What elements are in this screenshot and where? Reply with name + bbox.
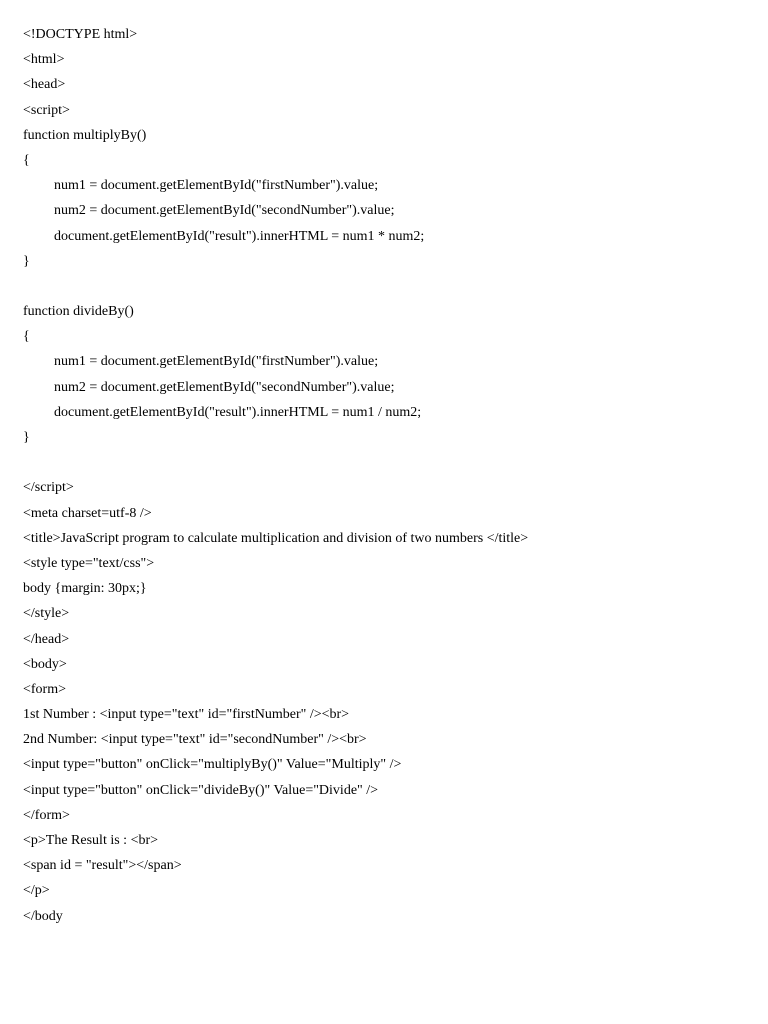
- blank-line: [23, 450, 743, 475]
- code-line: num1 = document.getElementById("firstNumber").value;: [54, 178, 379, 194]
- code-line: num1 = document.getElementById("firstNumber").value;: [54, 354, 379, 370]
- code-line: <script>: [23, 102, 70, 118]
- code-line: </head>: [23, 631, 70, 647]
- code-line: num2 = document.getElementById("secondNumber").value;: [54, 203, 395, 219]
- code-line: {: [23, 329, 30, 345]
- code-line: body {margin: 30px;}: [23, 581, 147, 597]
- code-line: </p>: [23, 883, 50, 899]
- code-line: </body: [23, 908, 63, 924]
- code-line: <title>JavaScript program to calculate multiplication and division of two numbers </title>: [23, 530, 529, 546]
- code-line: }: [23, 253, 30, 269]
- code-line: </script>: [23, 480, 74, 496]
- code-line: <head>: [23, 77, 66, 93]
- blank-line: [23, 274, 743, 299]
- code-line: <meta charset=utf-8 />: [23, 505, 152, 521]
- code-line: <body>: [23, 656, 67, 672]
- code-listing: [23, 22, 743, 929]
- code-line: document.getElementById("result").innerHTML = num1 * num2;: [54, 228, 425, 244]
- code-line: document.getElementById("result").innerHTML = num1 / num2;: [54, 404, 422, 420]
- code-line: </style>: [23, 606, 70, 622]
- code-line: <html>: [23, 52, 65, 68]
- code-line: <form>: [23, 681, 67, 697]
- code-line: <!DOCTYPE html>: [23, 27, 138, 42]
- code-line: }: [23, 430, 30, 445]
- code-line: {: [23, 152, 30, 168]
- code-line: <p>The Result is : <br>: [23, 833, 159, 848]
- code-line: <input type="button" onClick="multiplyBy()" Value="Multiply" />: [23, 757, 402, 773]
- code-line: 1st Number : <input type="text" id="firstNumber" /><br>: [23, 707, 350, 723]
- code-line: <input type="button" onClick="divideBy()" Value="Divide" />: [23, 782, 379, 798]
- code-line: <style type="text/css">: [23, 555, 155, 571]
- code-line: function divideBy(): [23, 304, 134, 320]
- code-line: 2nd Number: <input type="text" id="secondNumber" /><br>: [23, 732, 367, 748]
- code-line: </form>: [23, 807, 70, 823]
- code-line: function multiplyBy(): [23, 127, 147, 143]
- code-line: num2 = document.getElementById("secondNumber").value;: [54, 379, 395, 395]
- code-line: <span id = "result"></span>: [23, 858, 182, 874]
